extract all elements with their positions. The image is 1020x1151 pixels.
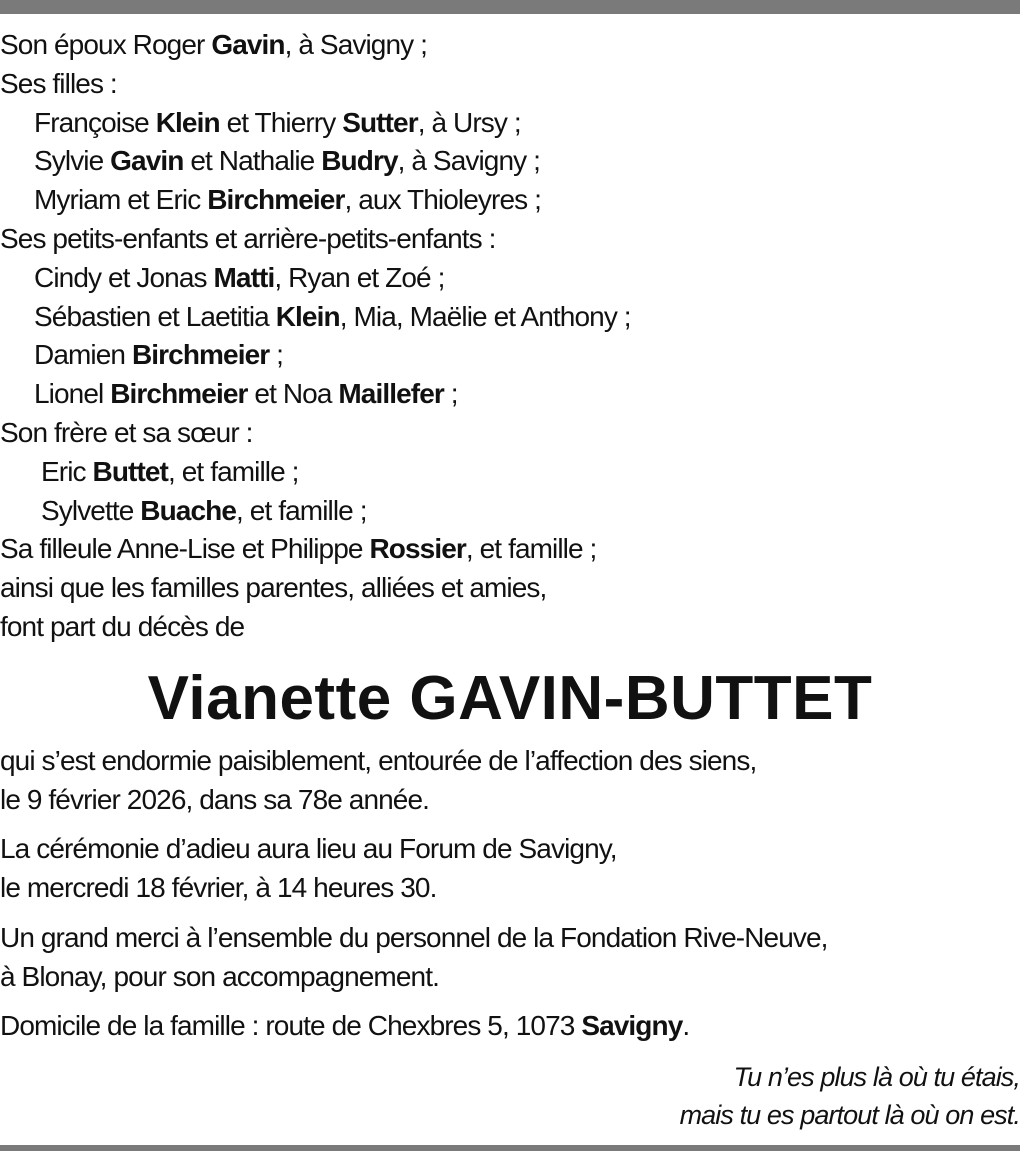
- text: ;: [443, 378, 458, 410]
- domicile: [0, 1007, 1020, 1046]
- text: Son époux Roger: [0, 29, 212, 60]
- surname: Birchmeier: [131, 339, 270, 371]
- text: Eric: [41, 455, 93, 487]
- surname: Gavin: [110, 145, 184, 177]
- closing-quote: [680, 1058, 1020, 1134]
- grandchild-line: [0, 259, 1020, 298]
- text: Sébastien et Laetitia: [34, 300, 276, 332]
- surname: Gavin: [211, 29, 285, 60]
- text: et Nathalie: [183, 145, 322, 177]
- closing-line: font part du décès de: [0, 610, 245, 642]
- quote-line: Tu n’es plus là où tu étais,: [733, 1062, 1020, 1092]
- surname: Birchmeier: [207, 184, 345, 216]
- surname: Buttet: [92, 455, 168, 487]
- text: , et famille ;: [168, 455, 299, 487]
- goddaughter-line: [0, 530, 1020, 569]
- text: Sylvette: [41, 494, 141, 526]
- daughter-line: [0, 142, 1020, 181]
- domicile-line: [0, 1007, 1020, 1046]
- surname: Budry: [321, 145, 398, 177]
- siblings-label: Son frère et sa sœur :: [0, 416, 253, 448]
- text: et Noa: [247, 378, 339, 410]
- text: Françoise: [34, 106, 156, 138]
- ceremony-line: le mercredi 18 février, à 14 heures 30.: [0, 871, 437, 903]
- text: , à Ursy ;: [417, 106, 521, 138]
- text: Sylvie: [34, 145, 111, 177]
- bottom-divider: [0, 1145, 1020, 1151]
- text: , Ryan et Zoé ;: [274, 261, 445, 293]
- text: Damien: [34, 339, 132, 371]
- quote-line: mais tu es partout là où on est.: [679, 1100, 1020, 1130]
- ceremony-info: [0, 830, 1020, 908]
- daughter-line: [0, 181, 1020, 220]
- text: Myriam et Eric: [34, 184, 208, 216]
- sibling-line: [0, 453, 1020, 492]
- surname: Maillefer: [338, 378, 444, 410]
- surname: Klein: [275, 300, 340, 332]
- grandchildren-label: Ses petits-enfants et arrière-petits-enfants :: [0, 222, 496, 254]
- text: Cindy et Jonas: [34, 261, 214, 293]
- grandchild-line: [0, 298, 1020, 337]
- text: , aux Thioleyres ;: [344, 184, 541, 216]
- text: ;: [269, 339, 284, 371]
- daughter-line: [0, 104, 1020, 143]
- surname: Birchmeier: [110, 378, 248, 410]
- text: Lionel: [34, 378, 111, 410]
- sibling-line: [0, 492, 1020, 531]
- thanks-line: Un grand merci à l’ensemble du personnel de la Fondation Rive-Neuve,: [0, 922, 828, 953]
- thanks-paragraph: [0, 919, 1020, 997]
- daughters-label: Ses filles :: [0, 67, 117, 99]
- surname: Sutter: [342, 106, 418, 138]
- notice-line: qui s’est endormie paisiblement, entourée de l’affection des siens,: [0, 745, 757, 776]
- text: Sa filleule Anne-Lise et Philippe: [0, 533, 370, 565]
- text: .: [682, 1010, 690, 1041]
- surname: Klein: [155, 106, 220, 138]
- family-list: [0, 26, 1020, 647]
- text: , et famille ;: [236, 494, 367, 526]
- ceremony-line: La cérémonie d’adieu aura lieu au Forum de Savigny,: [0, 833, 617, 864]
- text: , et famille ;: [465, 533, 597, 565]
- text: , Mia, Maëlie et Anthony ;: [339, 300, 631, 332]
- spouse-line: [0, 26, 1020, 65]
- death-notice: [0, 742, 1020, 820]
- surname: Matti: [213, 261, 275, 293]
- town: Savigny: [581, 1010, 683, 1041]
- text: , à Savigny ;: [397, 145, 541, 177]
- notice-line: le 9 février 2026, dans sa 78e année.: [0, 783, 430, 815]
- deceased-name: Vianette GAVIN-BUTTET: [147, 664, 873, 733]
- text: et Thierry: [219, 106, 343, 138]
- surname: Rossier: [369, 533, 466, 565]
- closing-line: ainsi que les familles parentes, alliées et amies,: [0, 572, 547, 604]
- grandchild-line: [0, 336, 1020, 375]
- top-divider: [0, 0, 1020, 14]
- text: Domicile de la famille : route de Chexbres 5, 1073: [0, 1010, 582, 1041]
- grandchild-line: [0, 375, 1020, 414]
- surname: Buache: [140, 494, 237, 526]
- text: , à Savigny ;: [284, 29, 428, 60]
- thanks-line: à Blonay, pour son accompagnement.: [0, 960, 439, 992]
